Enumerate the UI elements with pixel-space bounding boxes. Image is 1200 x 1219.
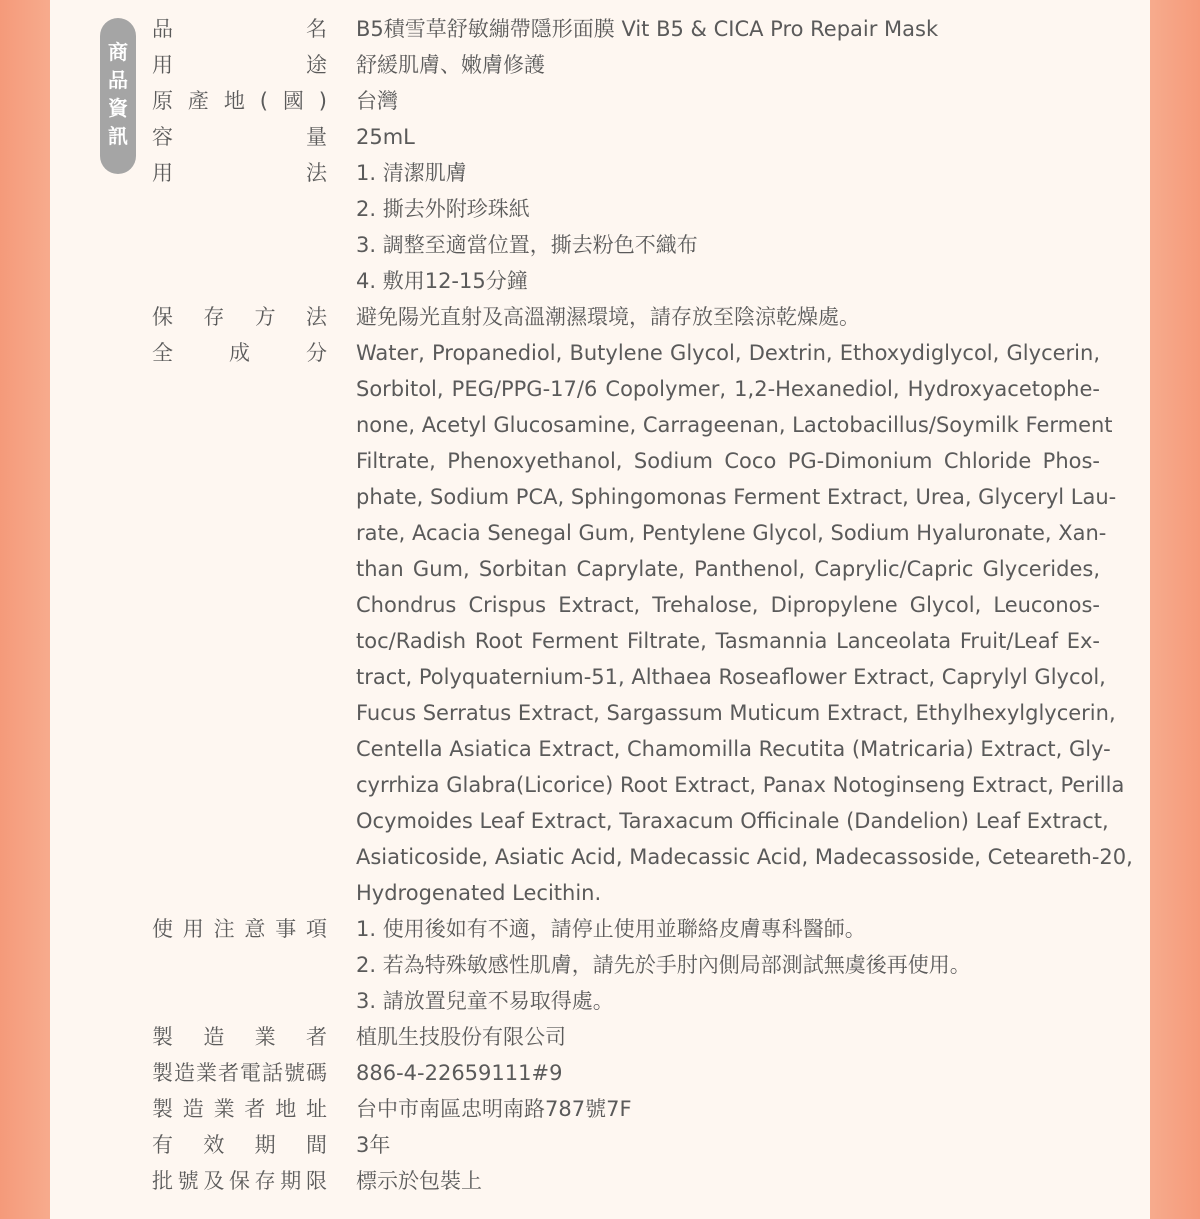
label-char: 名 [306, 17, 327, 41]
label-char: 國 [282, 89, 304, 113]
ingredients-line: tract, Polyquaternium-51, Althaea Roseaflower Extract, Caprylyl Glycol, [356, 665, 1106, 689]
field-value: 3. 請放置兒童不易取得處。 [356, 989, 614, 1013]
ingredients-line: Hydrogenated Lecithin. [356, 881, 602, 905]
field-label [152, 11, 327, 47]
field-label [152, 911, 327, 947]
right-border [1150, 0, 1200, 1219]
badge-char: 品 [108, 68, 128, 92]
ingredients-line: Ocymoides Leaf Extract, Taraxacum Officinale (Dandelion) Leaf Extract, [356, 809, 1109, 833]
field-label [152, 155, 327, 191]
label-char: 原 [152, 89, 173, 113]
label-char: 期 [254, 1133, 276, 1157]
label-char: 者 [244, 1097, 266, 1121]
label-char: 限 [305, 1169, 327, 1193]
label-char: ( [259, 89, 268, 113]
label-char: 址 [305, 1097, 327, 1121]
label-char: 容 [152, 125, 173, 149]
field-value: 886-4-22659111#9 [356, 1061, 563, 1085]
field-label [152, 1091, 327, 1127]
badge-char: 訊 [108, 124, 128, 148]
label-char: 用 [152, 161, 173, 185]
label-char: ) [318, 89, 327, 113]
field-label [152, 119, 327, 155]
ingredients-line: rate, Acacia Senegal Gum, Pentylene Glycol, Sodium Hyaluronate, Xan- [356, 521, 1107, 545]
field-value: 台灣 [356, 89, 398, 113]
label-char: 者 [305, 1025, 327, 1049]
field-label [152, 299, 327, 335]
label-char: 及 [203, 1169, 225, 1193]
left-border [0, 0, 50, 1219]
label-char: 注 [213, 917, 235, 941]
ingredients-line: phate, Sodium PCA, Sphingomonas Ferment Extract, Urea, Glyceryl Lau- [356, 485, 1117, 509]
label-char: 用 [182, 917, 204, 941]
field-value: 1. 使用後如有不適，請停止使用並聯絡皮膚專科醫師。 [356, 917, 866, 941]
field-label [152, 335, 327, 371]
label-char: 有 [152, 1133, 173, 1157]
field-label [152, 83, 327, 119]
label-char: 號 [284, 1061, 305, 1085]
label-char: 用 [152, 53, 173, 77]
field-value: 2. 若為特殊敏感性肌膚，請先於手肘內側局部測試無虞後再使用。 [356, 953, 971, 977]
label-char: 製 [152, 1061, 173, 1085]
label-char: 事 [275, 917, 297, 941]
label-char: 者 [218, 1061, 239, 1085]
ingredients-line: cyrrhiza Glabra(Licorice) Root Extract, Panax Notoginseng Extract, Perilla [356, 773, 1125, 797]
label-char: 業 [254, 1025, 276, 1049]
label-char: 地 [223, 89, 245, 113]
field-value: 3年 [356, 1133, 391, 1157]
field-value: 3. 調整至適當位置，撕去粉色不織布 [356, 233, 698, 257]
field-value: B5積雪草舒敏繃帶隱形面膜 Vit B5 & CICA Pro Repair Mask [356, 17, 939, 41]
field-label [152, 1127, 327, 1163]
label-char: 分 [306, 341, 327, 365]
label-char: 全 [152, 341, 173, 365]
field-value: 標示於包裝上 [356, 1169, 482, 1193]
field-value: 台中市南區忠明南路787號7F [356, 1097, 632, 1121]
ingredients-line: Centella Asiatica Extract, Chamomilla Recutita (Matricaria) Extract, Gly- [356, 737, 1111, 761]
ingredients-list [356, 335, 1133, 911]
field-value: 植肌生技股份有限公司 [356, 1025, 566, 1049]
field-label [152, 1019, 327, 1055]
label-char: 項 [305, 917, 327, 941]
label-char: 地 [275, 1097, 297, 1121]
field-value: 1. 清潔肌膚 [356, 161, 467, 185]
field-label [152, 1163, 327, 1199]
label-char: 存 [203, 305, 225, 329]
field-value: 舒緩肌膚、嫩膚修護 [356, 53, 545, 77]
label-char: 品 [152, 17, 173, 41]
ingredients-line: Asiaticoside, Asiatic Acid, Madecassic Acid, Madecassoside, Ceteareth-20, [356, 845, 1133, 869]
field-value: 4. 敷用12-15分鐘 [356, 269, 528, 293]
ingredients-line: Water, Propanediol, Butylene Glycol, Dextrin, Ethoxydiglycol, Glycerin, [356, 341, 1100, 365]
label-char: 效 [203, 1133, 225, 1157]
label-char: 保 [228, 1169, 250, 1193]
ingredients-line: Fucus Serratus Extract, Sargassum Muticum Extract, Ethylhexylglycerin, [356, 701, 1116, 725]
label-char: 成 [229, 341, 250, 365]
ingredients-line: none, Acetyl Glucosamine, Carrageenan, Lactobacillus/Soymilk Ferment [356, 413, 1113, 437]
ingredients-line: toc/Radish Root Ferment Filtrate, Tasmannia Lanceolata Fruit/Leaf Ex- [356, 629, 1100, 653]
label-char: 量 [306, 125, 327, 149]
section-badge [100, 18, 136, 174]
label-char: 造 [182, 1097, 204, 1121]
label-char: 保 [152, 305, 173, 329]
label-char: 使 [152, 917, 173, 941]
badge-char: 商 [108, 40, 128, 64]
field-label [152, 1055, 327, 1091]
field-value: 2. 撕去外附珍珠紙 [356, 197, 530, 221]
label-char: 號 [177, 1169, 199, 1193]
ingredients-line: Sorbitol, PEG/PPG-17/6 Copolymer, 1,2-Hexanediol, Hydroxyacetophe- [356, 377, 1100, 401]
label-char: 存 [254, 1169, 276, 1193]
label-char: 業 [196, 1061, 217, 1085]
label-char: 途 [306, 53, 327, 77]
ingredients-line: Filtrate, Phenoxyethanol, Sodium Coco PG-Dimonium Chloride Phos- [356, 449, 1100, 473]
label-char: 意 [244, 917, 266, 941]
field-value: 避免陽光直射及高溫潮濕環境，請存放至陰涼乾燥處。 [356, 305, 860, 329]
label-char: 法 [306, 161, 327, 185]
field-value: 25mL [356, 125, 415, 149]
ingredients-line: than Gum, Sorbitan Caprylate, Panthenol, Caprylic/Capric Glycerides, [356, 557, 1100, 581]
label-char: 話 [262, 1061, 283, 1085]
label-char: 造 [203, 1025, 225, 1049]
label-char: 法 [305, 305, 327, 329]
label-char: 間 [305, 1133, 327, 1157]
label-char: 製 [152, 1025, 173, 1049]
label-char: 批 [152, 1169, 173, 1193]
field-label [152, 47, 327, 83]
badge-char: 資 [108, 96, 128, 120]
label-char: 造 [174, 1061, 195, 1085]
label-char: 方 [254, 305, 276, 329]
ingredients-line: Chondrus Crispus Extract, Trehalose, Dipropylene Glycol, Leuconos- [356, 593, 1100, 617]
label-char: 碼 [306, 1061, 327, 1085]
label-char: 電 [240, 1061, 261, 1085]
label-char: 產 [187, 89, 209, 113]
label-char: 業 [213, 1097, 235, 1121]
label-char: 期 [280, 1169, 302, 1193]
label-char: 製 [152, 1097, 173, 1121]
